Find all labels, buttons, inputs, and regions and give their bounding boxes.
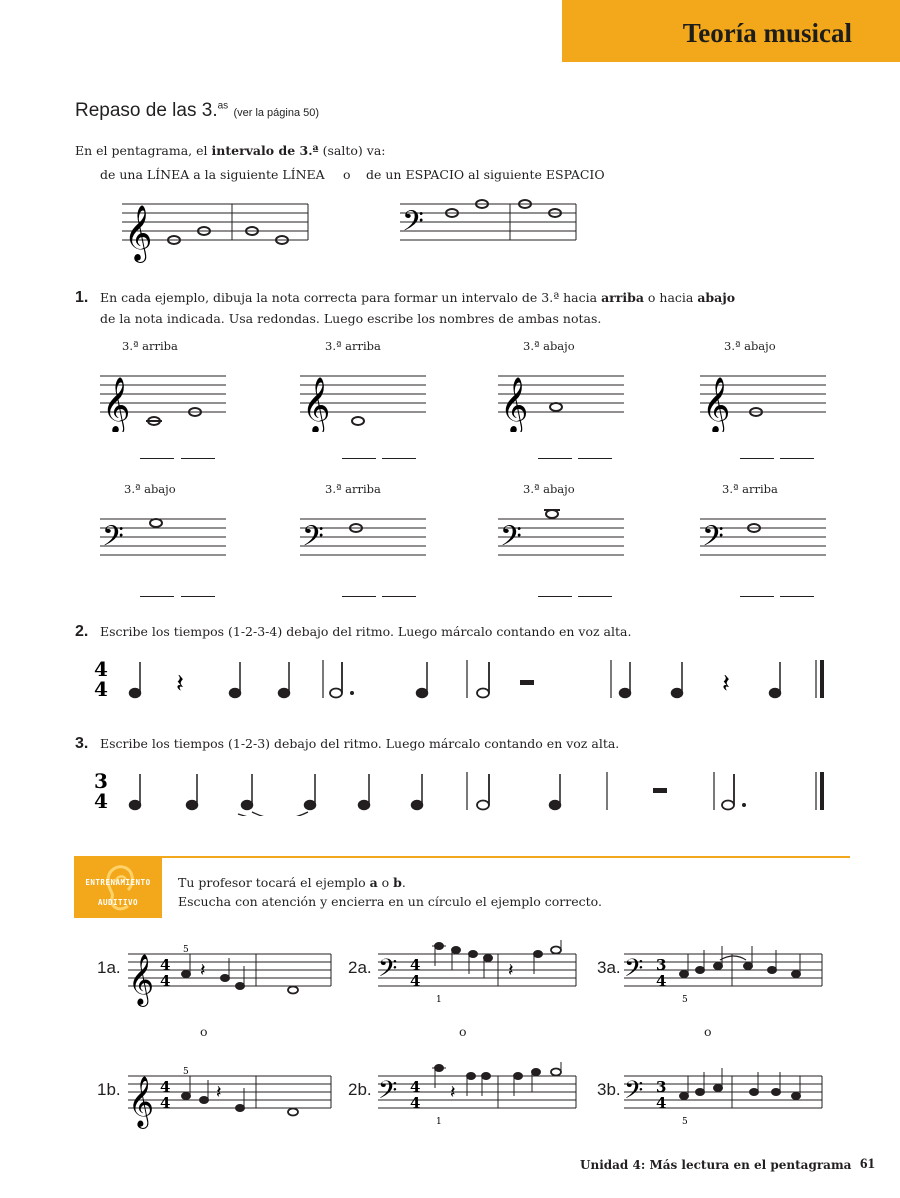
rhythm-line-4-4 [90,652,840,704]
exercise-1-instructions: En cada ejemplo, dibuja la nota correcta para formar un intervalo de 3.ª hacia arriba o hacia abajo [100,290,736,305]
bass-clef-icon: 𝄢 [702,520,724,560]
ear-example-3b[interactable] [624,1062,829,1132]
example-label-2a[interactable]: 2a. [348,958,372,977]
rhythm-line-3-4 [90,764,840,816]
page-number: 61 [860,1156,875,1172]
fingering: 1 [436,1117,442,1127]
answer-line[interactable] [780,596,814,597]
ex1-label-8: 3.ª arriba [722,482,778,496]
review-heading: Repaso de las 3.$^{as}$ (ver la página 50) [75,100,320,121]
exercise-1-instructions-2: de la nota indicada. Usa redondas. Luego escribe los nombres de ambas notas. [100,311,602,326]
ex1-staff-5 [100,505,230,569]
review-intro: En el pentagrama, el intervalo de 3.ª (salto) va: [75,143,386,158]
svg-text:4: 4 [656,972,667,990]
svg-text:𝄽: 𝄽 [216,1082,222,1103]
svg-text:4: 4 [160,956,171,974]
or-text: o [343,167,351,182]
svg-text:4: 4 [160,1078,171,1096]
svg-text:4: 4 [410,1094,421,1112]
ear-training-line2: AUDITIVO [97,898,139,907]
ear-example-2b[interactable] [378,1062,583,1132]
svg-text:𝄽: 𝄽 [450,1082,456,1103]
ex1-staff-2 [300,360,430,432]
example-label-1b[interactable]: 1b. [97,1080,121,1099]
example-label-1a[interactable]: 1a. [97,958,121,977]
footer-unit: Unidad 4: Más lectura en el pentagrama [580,1158,852,1172]
example-label-2b[interactable]: 2b. [348,1080,372,1099]
treble-clef-icon: 𝄞 [302,377,331,432]
answer-line[interactable] [578,596,612,597]
or-text-2: o [459,1024,467,1039]
exercise-2-number: 2. [75,623,89,640]
ex1-label-5: 3.ª abajo [124,482,176,496]
answer-line[interactable] [578,458,612,459]
bass-clef-icon: 𝄢 [378,954,398,989]
answer-line[interactable] [382,458,416,459]
exercise-1-number: 1. [75,289,89,306]
svg-text:4: 4 [410,1078,421,1096]
exercise-2-instructions: Escribe los tiempos (1-2-3-4) debajo del ritmo. Luego márcalo contando en voz alta. [100,624,632,639]
fingering: 5 [183,945,189,955]
ear-example-3a[interactable] [624,940,829,1010]
ear-training-badge [74,858,162,918]
answer-line[interactable] [538,458,572,459]
bass-clef-icon: 𝄢 [500,520,522,560]
ex1-label-6: 3.ª arriba [325,482,381,496]
answer-line[interactable] [181,596,215,597]
answer-line[interactable] [538,596,572,597]
svg-text:4: 4 [160,1094,171,1112]
time-sig-top: 3 [94,769,108,793]
ex1-label-7: 3.ª abajo [523,482,575,496]
treble-clef-icon: 𝄞 [124,205,153,261]
section-title: Teoría musical [682,18,852,48]
section-divider [74,856,850,858]
answer-line[interactable] [382,596,416,597]
bass-clef-icon: 𝄢 [402,205,424,245]
svg-text:4: 4 [656,1094,667,1112]
svg-text:𝄽: 𝄽 [200,960,206,981]
treble-clef-icon: 𝄞 [102,377,131,432]
ex1-staff-4 [700,360,830,432]
answer-line[interactable] [181,458,215,459]
ear-example-1b[interactable] [128,1062,338,1132]
answer-line[interactable] [740,596,774,597]
answer-line[interactable] [342,596,376,597]
bass-clef-icon: 𝄢 [102,520,124,560]
time-sig-bottom: 4 [94,677,108,701]
bass-clef-icon: 𝄢 [302,520,324,560]
ear-example-2a[interactable] [378,940,583,1010]
svg-text:3: 3 [656,956,667,974]
ear-training-instructions-1: Tu profesor tocará el ejemplo a o b. [178,875,406,890]
treble-clef-icon: 𝄞 [128,1076,155,1127]
fingering: 5 [682,995,688,1005]
example-label-3a[interactable]: 3a. [597,958,621,977]
answer-line[interactable] [140,596,174,597]
ex1-label-3: 3.ª abajo [523,339,575,353]
fingering: 5 [682,1117,688,1127]
bass-clef-icon: 𝄢 [378,1076,398,1111]
exercise-3-instructions: Escribe los tiempos (1-2-3) debajo del ritmo. Luego márcalo contando en voz alta. [100,736,620,751]
ex1-staff-1 [100,360,230,432]
ex1-staff-3 [498,360,628,432]
fingering: 5 [183,1067,189,1077]
ear-training-line1: ENTRENAMIENTO [85,878,151,887]
bass-clef-icon: 𝄢 [624,954,644,989]
or-text-3: o [704,1024,712,1039]
ex1-label-4: 3.ª abajo [724,339,776,353]
or-text-1: o [200,1024,208,1039]
ex1-staff-6 [300,505,430,569]
time-sig-top: 4 [94,657,108,681]
example-label-3b[interactable]: 3b. [597,1080,621,1099]
ear-training-instructions-2: Escucha con atención y encierra en un círculo el ejemplo correcto. [178,894,602,909]
treble-clef-icon: 𝄞 [128,954,155,1005]
answer-line[interactable] [342,458,376,459]
treble-clef-icon: 𝄞 [702,377,731,432]
intro-treble-staff [122,192,312,264]
quarter-rest-icon: 𝄽 [722,669,730,699]
answer-line[interactable] [780,458,814,459]
svg-text:4: 4 [160,972,171,990]
space-to-space-text: de un ESPACIO al siguiente ESPACIO [366,167,605,182]
svg-text:𝄽: 𝄽 [508,960,514,981]
ex1-label-1: 3.ª arriba [122,339,178,353]
quarter-rest-icon: 𝄽 [176,669,184,699]
line-to-line-text: de una LÍNEA a la siguiente LÍNEA [100,167,325,182]
fingering: 1 [436,995,442,1005]
time-sig-bottom: 4 [94,789,108,813]
answer-line[interactable] [740,458,774,459]
treble-clef-icon: 𝄞 [500,377,529,432]
exercise-3-number: 3. [75,735,89,752]
ex1-staff-8 [700,505,830,569]
ear-example-1a[interactable] [128,940,338,1010]
section-header-tab [562,0,900,62]
svg-text:4: 4 [410,972,421,990]
bass-clef-icon: 𝄢 [624,1076,644,1111]
intro-bass-staff [400,192,580,264]
svg-text:3: 3 [656,1078,667,1096]
svg-text:4: 4 [410,956,421,974]
ex1-staff-7 [498,505,628,569]
answer-line[interactable] [140,458,174,459]
ex1-label-2: 3.ª arriba [325,339,381,353]
